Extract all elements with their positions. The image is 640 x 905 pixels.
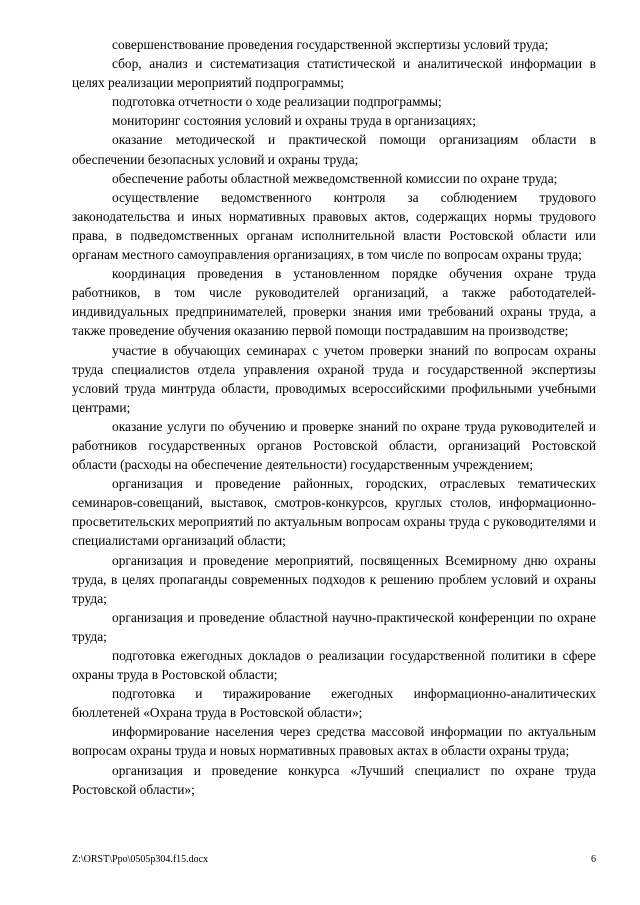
document-body [72,35,596,799]
paragraph-item: оказание услуги по обучению и проверке знаний по охране труда руководителей и работников государственных органов Ростовской области, организаций Ростовской области (расходы на обеспечение деятельности) государственным учреждением; [72,418,596,473]
footer-file-path: Z:\ORST\Ppo\0505p304.f15.docx [72,854,209,865]
paragraph-item: информирование населения через средства массовой информации по актуальным вопросам охраны труда и новых нормативных правовых актах в области охраны труда; [72,724,596,759]
paragraph-item: организация и проведение конкурса «Лучший специалист по охране труда Ростовской области»; [72,762,596,797]
paragraph-item: участие в обучающих семинарах с учетом проверки знаний по вопросам охраны труда специалистов отдела управления охраной труда и государственной экспертизы условий труда минтруда области, проводимых всероссийскими профильными учебными центрами; [72,342,596,415]
paragraph-item: осуществление ведомственного контроля за соблюдением трудового законодательства и иных нормативных правовых актов, содержащих нормы трудового права, в подведомственных органам исполнительной власти Ростовской области или органам местного самоуправления организациях, в том числе по вопросам охраны труда; [72,189,596,263]
paragraph-item: организация и проведение мероприятий, посвященных Всемирному дню охраны труда, в целях пропаганды современных подходов к решению проблем условий и охраны труда; [72,552,596,606]
paragraph-item: оказание методической и практической помощи организациям области в обеспечении безопасных условий и охраны труда; [72,132,596,167]
paragraph-item: координация проведения в установленном порядке обучения охране труда работников, в том числе руководителей организаций, а также работодателей-индивидуальных предпринимателей, проверки знания ими требований охраны труда, а также проведение обучения оказанию первой помощи пострадавшим на производстве; [72,266,596,339]
paragraph-item: мониторинг состояния условий и охраны труда в организациях; [112,113,476,129]
paragraph-item: организация и проведение районных, городских, отраслевых тематических семинаров-совещаний, выставок, смотров-конкурсов, круглых столов, информационно-просветительских мероприятий по актуальным вопросам охраны труда с руководителями и специалистами организаций области; [72,476,596,549]
paragraph-item: подготовка ежегодных докладов о реализации государственной политики в сфере охраны труда в Ростовской области; [72,648,596,683]
paragraph-item: подготовка и тиражирование ежегодных информационно-аналитических бюллетеней «Охрана труда в Ростовской области»; [72,686,596,721]
paragraph-item: совершенствование проведения государственной экспертизы условий труда; [112,37,549,52]
paragraph-item: обеспечение работы областной межведомственной комиссии по охране труда; [112,170,558,186]
paragraph-item: сбор, анализ и систематизация статистической и аналитической информации в целях реализации мероприятий подпрограммы; [72,56,596,91]
paragraph-item: подготовка отчетности о ходе реализации подпрограммы; [112,94,442,110]
paragraph-item: организация и проведение областной научно-практической конференции по охране труда; [72,609,596,644]
footer-page-number: 6 [591,854,596,865]
